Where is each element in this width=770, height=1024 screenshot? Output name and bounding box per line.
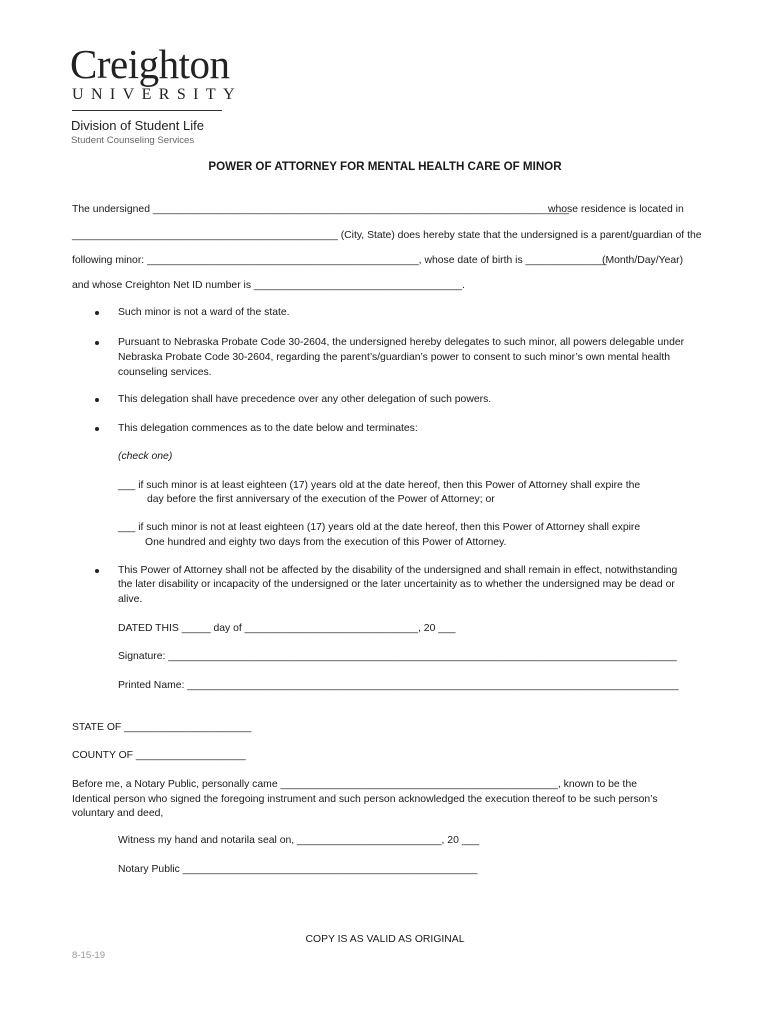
bullet-icon <box>95 341 99 345</box>
option-2-line-1: ___ if such minor is not at least eighteen (17) years old at the date hereof, then this Power of Attorney shall expire <box>118 522 641 533</box>
bullet-5-line-2: the later disability or incapacity of the undersigned or the later uncertainity as to whether the undersigned may be dead or <box>118 579 675 590</box>
witness-line: Witness my hand and notarila seal on, _________________________, 20 ___ <box>118 835 480 846</box>
intro-line-2: ______________________________________________ (City, State) does hereby state that the undersigned is a parent/guardian of the <box>72 230 702 241</box>
intro-line-1: The undersigned ________________________________________________________________________ <box>72 204 569 215</box>
county-line: COUNTY OF ___________________ <box>72 750 246 761</box>
intro-line-3-end: (Month/Day/Year) <box>602 255 684 266</box>
division-name: Division of Student Life <box>71 118 204 133</box>
notary-statement-line-1: Before me, a Notary Public, personally came ________________________________________________, known to be the <box>72 779 638 790</box>
printed-name-line: Printed Name: _____________________________________________________________________________________ <box>118 680 679 691</box>
option-1-line-1: ___ if such minor is at least eighteen (17) years old at the date hereof, then this Power of Attorney shall expire the <box>118 480 641 491</box>
bullet-icon <box>95 311 99 315</box>
intro-line-3: following minor: _______________________________________________, whose date of birth is ______________ <box>72 255 607 266</box>
bullet-icon <box>95 569 99 573</box>
university-logo-name: Creighton <box>70 41 230 87</box>
state-line: STATE OF ______________________ <box>72 722 252 733</box>
revision-date: 8-15-19 <box>72 950 106 961</box>
intro-line-1-end: whose residence is located in <box>548 204 684 215</box>
logo-divider <box>72 110 222 111</box>
bullet-icon <box>95 398 99 402</box>
bullet-2-line-1: Pursuant to Nebraska Probate Code 30-2604, the undersigned hereby delegates to such minor, all powers delegable under <box>118 337 685 348</box>
bullet-3-text: This delegation shall have precedence over any other delegation of such powers. <box>118 394 492 405</box>
option-1-line-2: day before the first anniversary of the execution of the Power of Attorney; or <box>147 494 495 505</box>
university-logo-subtitle: UNIVERSITY <box>72 86 242 103</box>
bullet-2-line-2: Nebraska Probate Code 30-2604, regarding the parent’s/guardian’s power to consent to such minor’s own mental health <box>118 352 671 363</box>
bullet-5-line-3: alive. <box>118 594 143 605</box>
copy-validity-note: COPY IS AS VALID AS ORIGINAL <box>305 934 465 945</box>
bullet-4-text: This delegation commences as to the date below and terminates: <box>118 423 418 434</box>
option-2-line-2: One hundred and eighty two days from the execution of this Power of Attorney. <box>145 537 507 548</box>
check-one-label: (check one) <box>118 451 173 462</box>
bullet-2-line-3: counseling services. <box>118 367 212 378</box>
signature-line: Signature: ________________________________________________________________________________________ <box>118 651 677 662</box>
bullet-5-line-1: This Power of Attorney shall not be affected by the disability of the undersigned and shall remain in effect, notwithstanding <box>118 565 678 576</box>
intro-line-4: and whose Creighton Net ID number is ____________________________________. <box>72 280 465 291</box>
document-title: POWER OF ATTORNEY FOR MENTAL HEALTH CARE OF MINOR <box>208 160 562 173</box>
dated-line: DATED THIS _____ day of ______________________________, 20 ___ <box>118 623 456 634</box>
notary-statement-line-2: Identical person who signed the foregoing instrument and such person acknowledged the execution thereof to be such person’s <box>72 794 658 805</box>
bullet-icon <box>95 427 99 431</box>
notary-statement-line-3: voluntary and deed, <box>72 808 164 819</box>
bullet-1-text: Such minor is not a ward of the state. <box>118 307 290 318</box>
service-name: Student Counseling Services <box>71 135 195 146</box>
notary-public-line: Notary Public ___________________________________________________ <box>118 864 478 875</box>
